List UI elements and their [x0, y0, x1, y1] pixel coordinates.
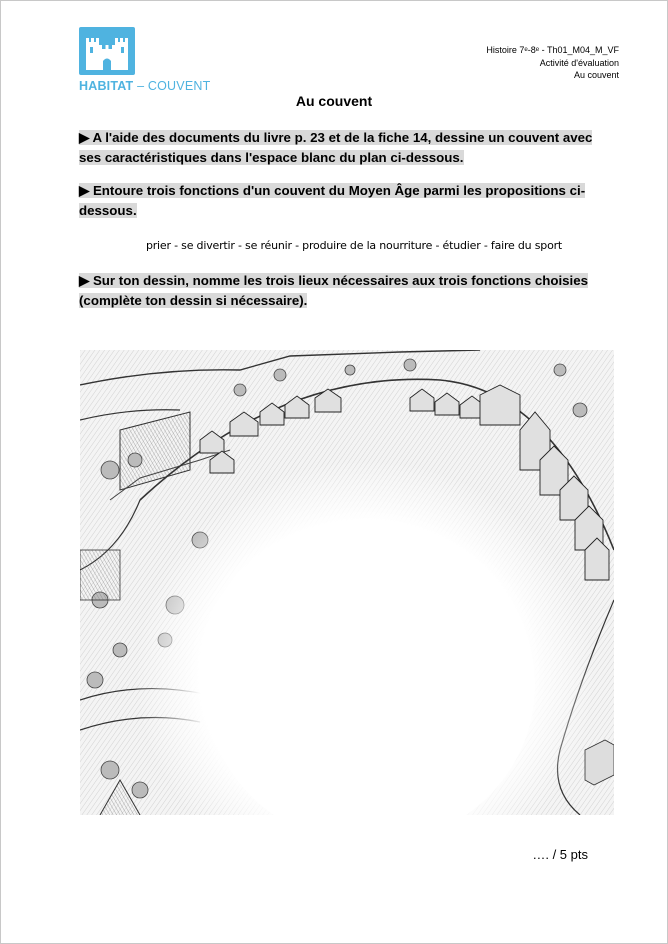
town-plan-drawing [80, 350, 614, 815]
activity-name: Au couvent [573, 70, 619, 80]
page-title: Au couvent [295, 93, 373, 109]
task-3 [79, 271, 599, 311]
task-text: A l'aide des documents du livre p. 23 et de la fiche 14, dessine un couvent avec ses caractéristiques dans l'espace blanc du plan ci-dessous. [79, 130, 593, 165]
task-text: Sur ton dessin, nomme les trois lieux nécessaires aux trois fonctions choisies (complète ton dessin si nécessaire). [79, 273, 589, 308]
course-code: Histoire 7ᵉ-8ᵉ - Th01_M04_M_VF [486, 45, 619, 55]
task-2 [79, 181, 599, 221]
activity-type: Activité d'évaluation [539, 57, 619, 68]
score: …. / 5 pts [532, 847, 588, 862]
task-text: Entoure trois fonctions d'un couvent du Moyen Âge parmi les propositions ci-dessous. [79, 183, 586, 218]
habitat-logo [79, 27, 214, 97]
function-options: prier - se divertir - se réunir - produire de la nourriture - étudier - faire du sport [145, 239, 563, 252]
castle-icon [79, 27, 135, 75]
task-1 [79, 128, 599, 168]
arrow-icon: ▶ [79, 130, 90, 145]
document-reference [486, 44, 619, 82]
arrow-icon: ▶ [79, 273, 90, 288]
arrow-icon: ▶ [79, 183, 90, 198]
logo-text: HABITAT – COUVENT [79, 79, 211, 93]
